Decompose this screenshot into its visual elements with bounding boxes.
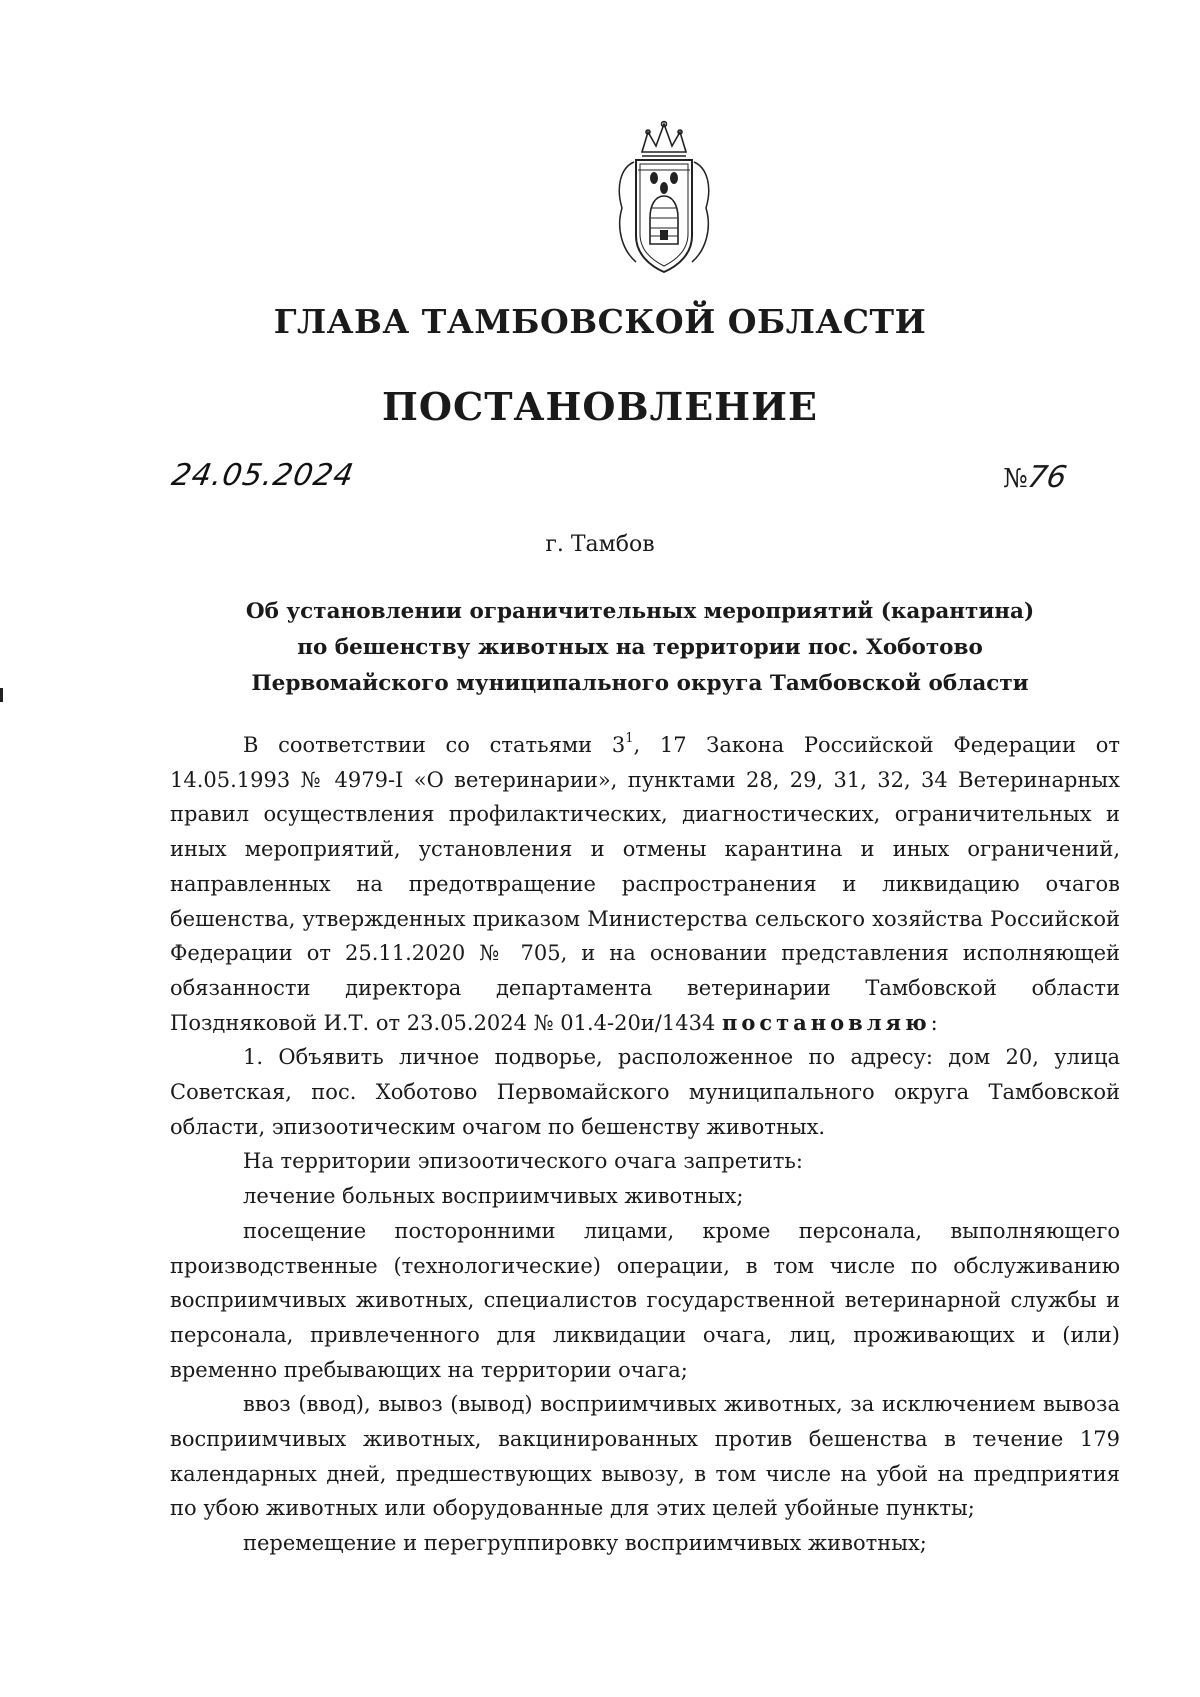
preamble-text: В соответствии со статьями 3 (243, 733, 626, 757)
prohibition-item: ввоз (ввод), вывоз (вывод) восприимчивых животных, за исключением вывоза восприимчивых животных, вакцинированных против бешенства в течение 179 календарных дней, предшествующих вывозу, в том числе на убой на предприятия по убою животных или оборудованные для этих целей убойные пункты; (170, 1392, 1120, 1521)
number-value: 76 (1024, 460, 1069, 495)
resolve-colon: : (930, 1010, 938, 1035)
preamble-text-cont: , 17 Закона Российской Федерации от 14.05.1993 № 4979-I «О ветеринарии», пунктами 28, 29, 31, 32, 34 Ветеринарных правил осуществления профилактических, диагностических, ограничительных и иных мероприятий, установления и отмены карантина и иных ограничений, направленных на предотвращение распространения и ликвидацию очагов бешенства, утвержденных приказом Министерства сельского хозяйства Российской Федерации от 25.11.2020 № 705, и на основании представления исполняющей обязанности директора департамента ветеринарии Тамбовской области Поздняковой И.Т. от 23.05.2024 № 01.4-20и/1434 (170, 733, 1120, 1035)
item-1: 1. Объявить личное подворье, расположенное по адресу: дом 20, улица Советская, пос. Хоботово Первомайского муниципального округа Тамбовской области, эпизоотическим очагом по бешенству животных. (170, 1045, 1120, 1139)
document-title (200, 594, 1080, 702)
article-superscript: 1 (625, 731, 634, 746)
document-number (1003, 460, 1069, 495)
document-body (170, 728, 1120, 1561)
issue-city: г. Тамбов (545, 532, 655, 557)
title-line: по бешенству животных на территории пос. Хоботово (297, 635, 983, 660)
tambov-coat-of-arms-icon (612, 118, 716, 278)
prohibition-item: лечение больных восприимчивых животных; (243, 1184, 744, 1209)
document-date: 24.05.2024 (168, 458, 357, 493)
number-prefix: № (1003, 464, 1028, 494)
preamble-paragraph (170, 728, 1120, 1040)
resolve-word: постановляю (722, 1009, 931, 1035)
scan-edge-mark (0, 688, 3, 702)
issuing-authority: ГЛАВА ТАМБОВСКОЙ ОБЛАСТИ (273, 302, 927, 341)
prohibition-item: перемещение и перегруппировку восприимчивых животных; (243, 1531, 927, 1556)
document-type: ПОСТАНОВЛЕНИЕ (382, 384, 818, 429)
prohibition-item: посещение посторонними лицами, кроме персонала, выполняющего производственные (технологические) операции, в том числе по обслуживанию восприимчивых животных, специалистов государственной ветеринарной службы и персонала, привлеченного для ликвидации очага, лиц, проживающих и (или) временно пребывающих на территории очага; (170, 1218, 1120, 1382)
title-line: Об установлении ограничительных мероприятий (карантина) (245, 599, 1035, 624)
title-line: Первомайского муниципального округа Тамбовской области (251, 671, 1029, 696)
prohibit-intro: На территории эпизоотического очага запретить: (243, 1149, 803, 1174)
